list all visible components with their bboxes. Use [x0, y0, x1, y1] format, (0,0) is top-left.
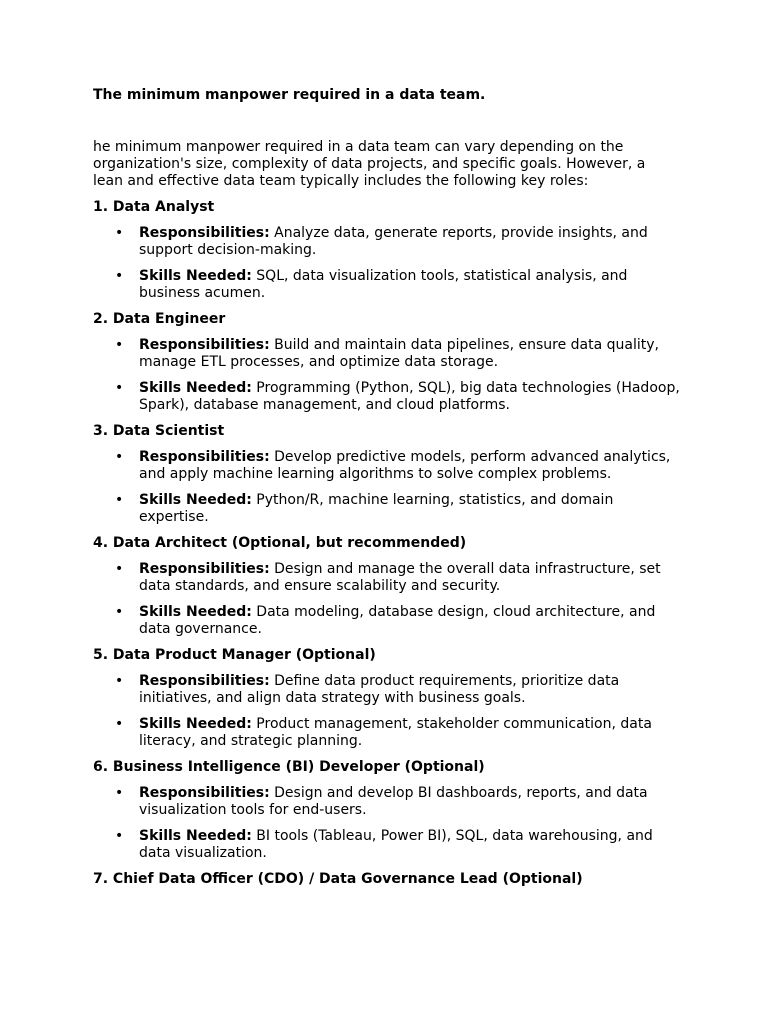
item-text: Product management, stakeholder communication, data literacy, and strategic planning.: [139, 716, 652, 749]
role-details: [93, 225, 683, 302]
document-title: The minimum manpower required in a data team.: [93, 87, 486, 103]
list-item: [93, 380, 683, 414]
bullet-icon: •: [115, 337, 124, 353]
bullet-icon: •: [115, 225, 124, 241]
item-text: Data modeling, database design, cloud architecture, and data governance.: [139, 604, 656, 637]
bullet-icon: •: [115, 785, 124, 801]
item-text: Analyze data, generate reports, provide insights, and support decision-making.: [139, 225, 648, 258]
roles-list: [93, 199, 683, 888]
item-text: Design and manage the overall data infrastructure, set data standards, and ensure scalability and security.: [139, 561, 661, 594]
item-label: Skills Needed:: [139, 492, 252, 508]
role-section-data-architect: [93, 535, 683, 638]
role-details: [93, 337, 683, 414]
item-text: SQL, data visualization tools, statistical analysis, and business acumen.: [139, 268, 628, 301]
role-section-data-product-manager: [93, 647, 683, 750]
item-label: Skills Needed:: [139, 828, 252, 844]
bullet-icon: •: [115, 561, 124, 577]
item-label: Responsibilities:: [139, 561, 270, 577]
bullet-icon: •: [115, 268, 124, 284]
bullet-icon: •: [115, 380, 124, 396]
list-item: [93, 828, 683, 862]
role-details: [93, 673, 683, 750]
bullet-icon: •: [115, 673, 124, 689]
list-item: [93, 449, 683, 483]
role-section-cdo: [93, 871, 683, 888]
intro-paragraph: he minimum manpower required in a data team can vary depending on the organization's size, complexity of data projects, and specific goals. However, a lean and effective data team typically includes the following key roles:: [93, 139, 646, 189]
list-item: [93, 225, 683, 259]
item-text: Develop predictive models, perform advanced analytics, and apply machine learning algorithms to solve complex problems.: [139, 449, 671, 482]
item-label: Responsibilities:: [139, 337, 270, 353]
list-item: [93, 785, 683, 819]
item-label: Responsibilities:: [139, 785, 270, 801]
bullet-icon: •: [115, 449, 124, 465]
role-details: [93, 561, 683, 638]
item-label: Responsibilities:: [139, 225, 270, 241]
item-text: BI tools (Tableau, Power BI), SQL, data warehousing, and data visualization.: [139, 828, 653, 861]
bullet-icon: •: [115, 716, 124, 732]
item-text: Python/R, machine learning, statistics, and domain expertise.: [139, 492, 614, 525]
item-label: Skills Needed:: [139, 380, 252, 396]
item-label: Responsibilities:: [139, 449, 270, 465]
item-text: Design and develop BI dashboards, reports, and data visualization tools for end-users.: [139, 785, 648, 818]
item-label: Responsibilities:: [139, 673, 270, 689]
role-heading: 5. Data Product Manager (Optional): [93, 647, 376, 663]
bullet-icon: •: [115, 828, 124, 844]
role-heading: 2. Data Engineer: [93, 311, 226, 327]
list-item: [93, 561, 683, 595]
item-text: Define data product requirements, prioritize data initiatives, and align data strategy with business goals.: [139, 673, 620, 706]
role-heading: 7. Chief Data Officer (CDO) / Data Governance Lead (Optional): [93, 871, 583, 887]
item-label: Skills Needed:: [139, 716, 252, 732]
list-item: [93, 337, 683, 371]
list-item: [93, 492, 683, 526]
item-label: Skills Needed:: [139, 268, 252, 284]
role-heading: 6. Business Intelligence (BI) Developer (Optional): [93, 759, 485, 775]
role-details: [93, 449, 683, 526]
role-section-bi-developer: [93, 759, 683, 862]
bullet-icon: •: [115, 492, 124, 508]
item-label: Skills Needed:: [139, 604, 252, 620]
role-heading: 4. Data Architect (Optional, but recommended): [93, 535, 467, 551]
role-heading: 3. Data Scientist: [93, 423, 225, 439]
role-heading: 1. Data Analyst: [93, 199, 215, 215]
item-text: Programming (Python, SQL), big data technologies (Hadoop, Spark), database management, and cloud platforms.: [139, 380, 680, 413]
list-item: [93, 673, 683, 707]
bullet-icon: •: [115, 604, 124, 620]
role-section-data-analyst: [93, 199, 683, 302]
document-page: [93, 87, 683, 888]
list-item: [93, 268, 683, 302]
item-text: Build and maintain data pipelines, ensure data quality, manage ETL processes, and optimize data storage.: [139, 337, 659, 370]
role-section-data-scientist: [93, 423, 683, 526]
role-details: [93, 785, 683, 862]
role-section-data-engineer: [93, 311, 683, 414]
list-item: [93, 604, 683, 638]
list-item: [93, 716, 683, 750]
